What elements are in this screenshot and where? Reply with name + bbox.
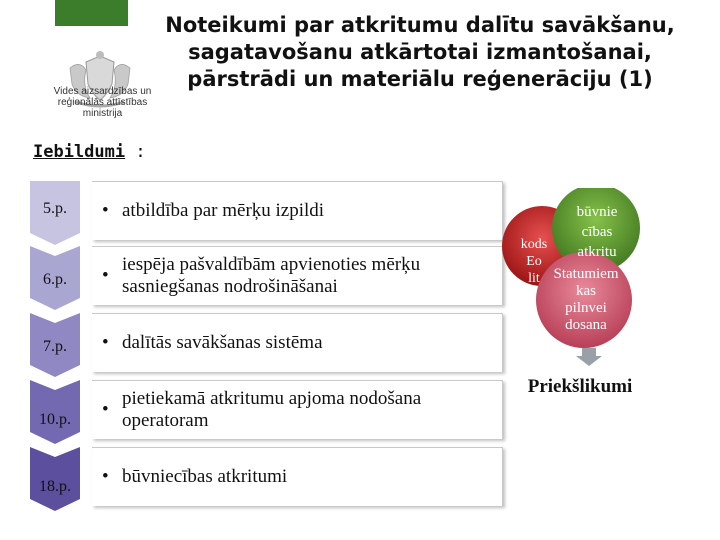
circle-text-line: Eo bbox=[526, 254, 542, 269]
arrow-down-icon bbox=[576, 356, 602, 366]
pink-circle-text bbox=[544, 266, 628, 334]
circle-text-line: cības bbox=[581, 224, 613, 240]
ministry-line-1: Vides aizsardzības un bbox=[53, 86, 152, 97]
point-label: 10.p. bbox=[39, 411, 71, 428]
objection-bar bbox=[92, 181, 503, 240]
objection-row bbox=[30, 447, 480, 511]
ministry-name bbox=[40, 86, 165, 119]
objection-text: pietiekamā atkritumu apjoma nodošana operatoram bbox=[122, 388, 422, 431]
objection-bar bbox=[92, 313, 503, 372]
circle-text-line: atkritu bbox=[577, 244, 617, 260]
circle-text-line: miem bbox=[584, 266, 619, 282]
circle-text-line: kas bbox=[576, 283, 596, 299]
objection-row bbox=[30, 246, 480, 310]
circle-text-line: pilnvei bbox=[565, 300, 607, 316]
bullet: • bbox=[102, 332, 109, 353]
objection-row bbox=[30, 380, 480, 444]
ministry-line-3: ministrija bbox=[82, 108, 123, 119]
circle-text-line: būvnie bbox=[576, 204, 618, 220]
objections-suffix: : bbox=[125, 142, 146, 162]
point-label: 7.p. bbox=[43, 338, 67, 355]
circle-text-line: lit bbox=[528, 271, 540, 286]
objection-text: dalītās savākšanas sistēma bbox=[122, 332, 323, 353]
circle-text-line: kods bbox=[520, 237, 548, 252]
proposals-label: Priekšlikumi bbox=[527, 376, 633, 397]
circle-text-line: Statu bbox=[553, 266, 585, 282]
bullet: • bbox=[102, 200, 109, 221]
bullet: • bbox=[102, 265, 109, 286]
objection-bar bbox=[92, 380, 503, 439]
point-label: 18.p. bbox=[39, 478, 71, 495]
point-label: 5.p. bbox=[43, 200, 67, 217]
circle-text-line: dosana bbox=[565, 317, 607, 333]
objection-bar bbox=[92, 447, 503, 506]
bullet: • bbox=[102, 399, 109, 420]
bullet: • bbox=[102, 466, 109, 487]
point-label: 6.p. bbox=[43, 271, 67, 288]
page-title: Noteikumi par atkritumu dalītu savākšanu, sagatavošanu atkārtotai izmantošanai, pārstrādi un materiālu reģenerāciju (1) bbox=[165, 13, 675, 91]
objection-row bbox=[30, 181, 480, 245]
objections-label: Iebildumi bbox=[33, 142, 126, 162]
objection-bar bbox=[92, 246, 503, 305]
objection-row bbox=[30, 313, 480, 377]
green-circle-text bbox=[562, 202, 632, 262]
objection-text: iespēja pašvaldībām apvienoties mērķu sasniegšanas nodrošināšanai bbox=[122, 254, 421, 297]
objection-text: atbildība par mērķu izpildi bbox=[122, 200, 325, 221]
header-green-tab bbox=[55, 0, 128, 26]
objections-heading bbox=[33, 142, 146, 162]
objection-text: būvniecības atkritumi bbox=[122, 466, 288, 487]
circles-diagram bbox=[500, 188, 660, 368]
ministry-line-2: reģionālās attīstības bbox=[57, 97, 148, 108]
